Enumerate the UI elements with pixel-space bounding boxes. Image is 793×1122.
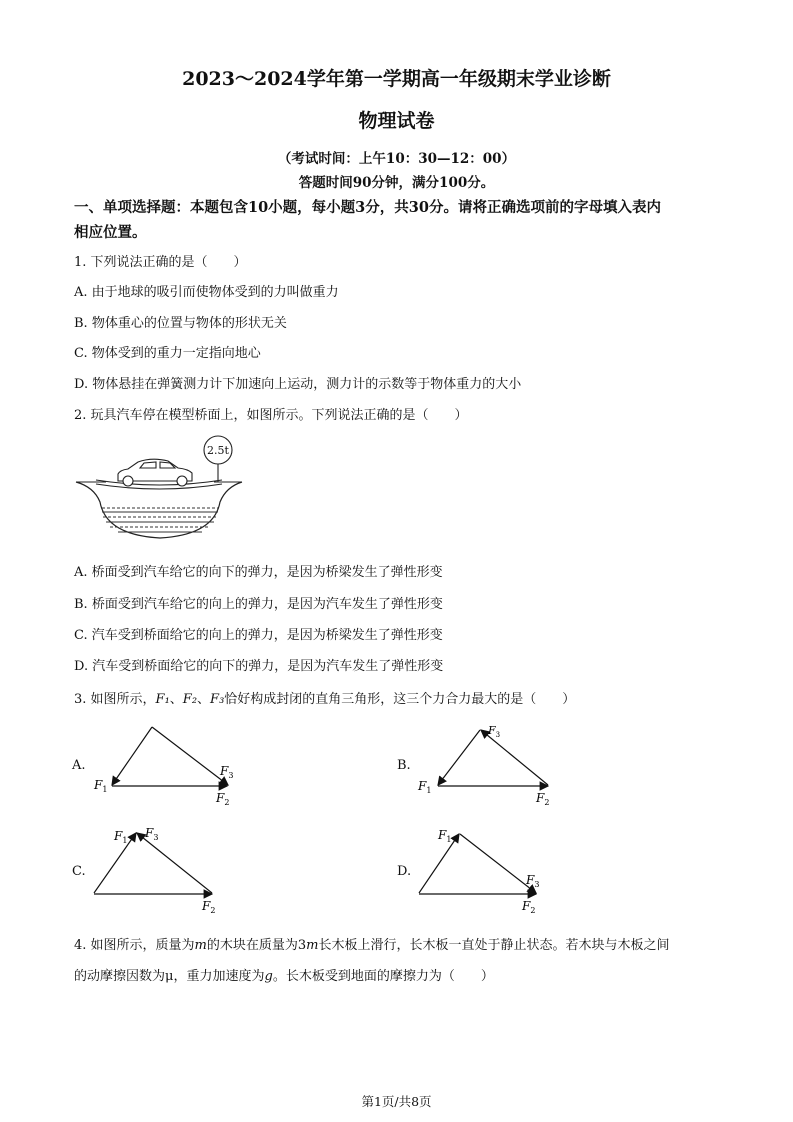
q3-f1: F₁ — [155, 692, 170, 707]
svg-text:F2: $F_2$ — [522, 899, 536, 915]
svg-text:F2: $F_2$ — [536, 791, 550, 807]
exam-title: 2023～2024学年第一学期高一年级期末学业诊断 — [182, 68, 611, 90]
q4-g: g — [264, 969, 273, 984]
q3-f2: F₂ — [182, 692, 198, 707]
q2-option-a: A. 桥面受到汽车给它的向下的弹力，是因为桥梁发生了弹性形变 — [74, 565, 443, 580]
q3-stem-start: 3. 如图所示， — [74, 692, 156, 707]
q3-option-c-label: C. — [72, 864, 86, 879]
svg-text:F1: $F_1$ — [94, 778, 108, 794]
q3-sep1: 、 — [169, 692, 183, 707]
svg-text:F3: $F_3$ — [220, 764, 234, 780]
q3-figure-d — [412, 824, 582, 916]
sign-text: 2.5t — [207, 444, 229, 457]
q2-option-b: B. 桥面受到汽车给它的向上的弹力，是因为汽车发生了弹性形变 — [74, 597, 443, 612]
svg-text:F2: $F_2$ — [202, 899, 216, 915]
q3-figure-b — [412, 722, 582, 812]
q4-mass-3m: m — [306, 938, 319, 953]
svg-text:F1: $F_1$ — [438, 828, 452, 844]
q3-figure-a — [88, 722, 258, 812]
q2-option-c: C. 汽车受到桥面给它的向上的弹力，是因为桥梁发生了弹性形变 — [74, 628, 443, 643]
toy-car — [118, 459, 192, 486]
svg-text:F1: $F_1$ — [418, 779, 432, 795]
q4-line2: 的动摩擦因数为μ，重力加速度为g。长木板受到地面的摩擦力为（ ） — [74, 969, 494, 984]
q3-option-a-label: A. — [72, 758, 86, 773]
riverbed-outline — [76, 482, 242, 538]
q1-stem: 1. 下列说法正确的是（ ） — [74, 255, 247, 270]
q3-sep2: 、 — [197, 692, 211, 707]
q3-stem-end: 恰好构成封闭的直角三角形，这三个力合力最大的是（ ） — [224, 692, 576, 707]
svg-text:F3: $F_3$ — [526, 873, 540, 889]
q4-mu: μ — [165, 969, 174, 984]
q3-figure-c — [88, 824, 258, 916]
q1-option-b: B. 物体重心的位置与物体的形状无关 — [74, 316, 287, 331]
q2-option-d: D. 汽车受到桥面给它的向下的弹力，是因为汽车发生了弹性形变 — [74, 659, 444, 674]
subject-title: 物理试卷 — [358, 110, 435, 132]
exam-time: （考试时间：上午10：30—12：00） — [277, 151, 516, 167]
q3-option-b-label: B. — [397, 758, 411, 773]
q3-stem — [74, 688, 575, 707]
q2-stem: 2. 玩具汽车停在模型桥面上，如图所示。下列说法正确的是（ ） — [74, 408, 468, 423]
page-number: 第1页/共8页 — [361, 1094, 432, 1109]
svg-text:F1: $F_1$ — [114, 829, 128, 845]
svg-text:F3: $F_3$ — [145, 826, 159, 842]
duration-score: 答题时间90分钟，满分100分。 — [298, 175, 495, 191]
section-heading-line2: 相应位置。 — [74, 224, 147, 241]
q1-option-a: A. 由于地球的吸引而使物体受到的力叫做重力 — [74, 285, 339, 300]
svg-text:F2: $F_2$ — [216, 791, 230, 807]
q3-option-d-label: D. — [397, 864, 412, 879]
q1-option-d: D. 物体悬挂在弹簧测力计下加速向上运动，测力计的示数等于物体重力的大小 — [74, 377, 522, 392]
section-heading-line1: 一、单项选择题：本题包含10小题，每小题3分，共30分。请将正确选项前的字母填入表内 — [74, 199, 661, 216]
q1-option-c: C. 物体受到的重力一定指向地心 — [74, 346, 261, 361]
q3-f3: F₃ — [210, 692, 225, 707]
q4-mass-m: m — [194, 938, 207, 953]
q4-line1: 4. 如图所示，质量为m的木块在质量为3m长木板上滑行，长木板一直处于静止状态。若木块与木板之间 — [74, 938, 670, 953]
svg-text:F3: $F_3$ — [488, 724, 501, 739]
bridge-car-figure — [72, 432, 252, 547]
